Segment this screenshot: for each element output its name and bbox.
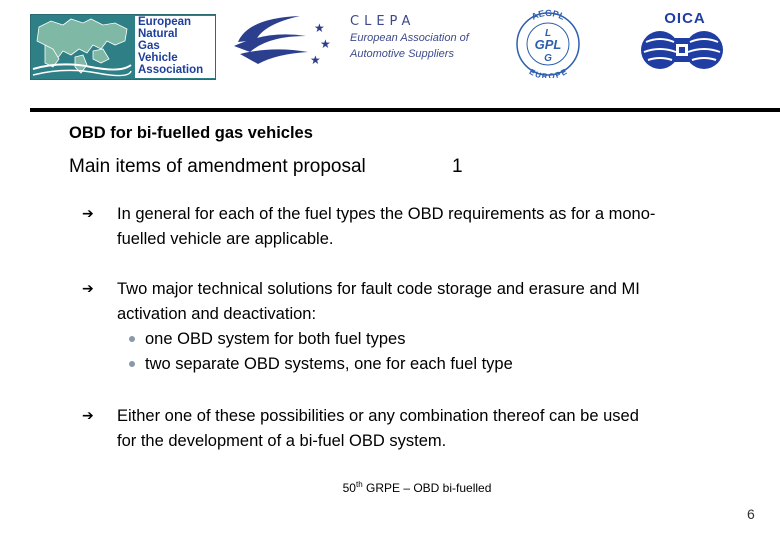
arrow-right-icon: ➔ <box>82 281 94 297</box>
ngva-line: Gas <box>138 40 160 52</box>
ngva-line: Vehicle <box>138 52 178 64</box>
arrow-right-icon: ➔ <box>82 206 94 222</box>
aegpl-center-line: L <box>544 28 552 39</box>
ngva-logo <box>30 14 216 80</box>
clepa-title: CLEPA <box>350 14 416 29</box>
clepa-subtitle-line: European Association of <box>350 32 469 44</box>
bullet-line: for the development of a bi-fuel OBD system. <box>117 432 447 450</box>
bullet-line: Two major technical solutions for fault code storage and erasure and MI <box>117 280 640 298</box>
bullet-item <box>117 202 737 252</box>
footer-prefix: 50 <box>342 481 356 495</box>
bullet-dot-icon <box>129 361 135 367</box>
oica-globe-icon <box>638 28 726 72</box>
slide-title: OBD for bi-fuelled gas vehicles <box>69 124 313 142</box>
header-divider <box>30 108 780 112</box>
oica-title: OICA <box>664 10 706 27</box>
svg-text:★: ★ <box>310 53 321 67</box>
clepa-wordmark <box>350 14 490 61</box>
ngva-line: European <box>138 16 192 28</box>
svg-text:★: ★ <box>320 37 331 51</box>
bullet-dot-icon <box>129 336 135 342</box>
slide-subtitle: Main items of amendment proposal <box>69 156 366 177</box>
aegpl-ring-bottom: EUROPE <box>527 67 569 78</box>
svg-text:EUROPE <box>528 67 569 78</box>
bullet-line: fuelled vehicle are applicable. <box>117 230 334 248</box>
ngva-wordmark <box>135 16 215 78</box>
svg-text:★: ★ <box>314 21 325 35</box>
aegpl-center-line: GPL <box>534 37 562 52</box>
clepa-subtitle-line: Automotive Suppliers <box>350 48 454 60</box>
subtitle-number: 1 <box>452 156 463 177</box>
svg-text:AEGPL <box>530 8 567 22</box>
bullet-line: Either one of these possibilities or any combination thereof can be used <box>117 407 639 425</box>
slide-footer <box>0 480 780 495</box>
aegpl-center-line: G <box>544 53 552 64</box>
sub-bullet-text: one OBD system for both fuel types <box>145 330 406 348</box>
sub-bullet-item <box>117 352 737 377</box>
page-number: 6 <box>747 506 755 522</box>
sub-bullet-item <box>117 327 737 352</box>
bullet-item <box>117 277 737 377</box>
sub-bullet-text: two separate OBD systems, one for each fuel type <box>145 355 513 373</box>
footer-text: GRPE – OBD bi-fuelled <box>362 481 492 495</box>
arrow-right-icon: ➔ <box>82 408 94 424</box>
footer-superscript: th <box>355 480 363 489</box>
bullet-line: activation and deactivation: <box>117 305 317 323</box>
ngva-line: Association <box>138 64 204 76</box>
aegpl-ring-top: AEGPL <box>529 8 567 22</box>
aegpl-logo <box>510 8 586 78</box>
ngva-line: Natural <box>138 28 178 40</box>
bullet-line: In general for each of the fuel types the OBD requirements as for a mono- <box>117 205 656 223</box>
bullet-item <box>117 404 737 454</box>
europe-map-icon <box>31 15 133 79</box>
logo-bar <box>0 0 780 108</box>
clepa-swoosh-icon <box>228 10 338 70</box>
